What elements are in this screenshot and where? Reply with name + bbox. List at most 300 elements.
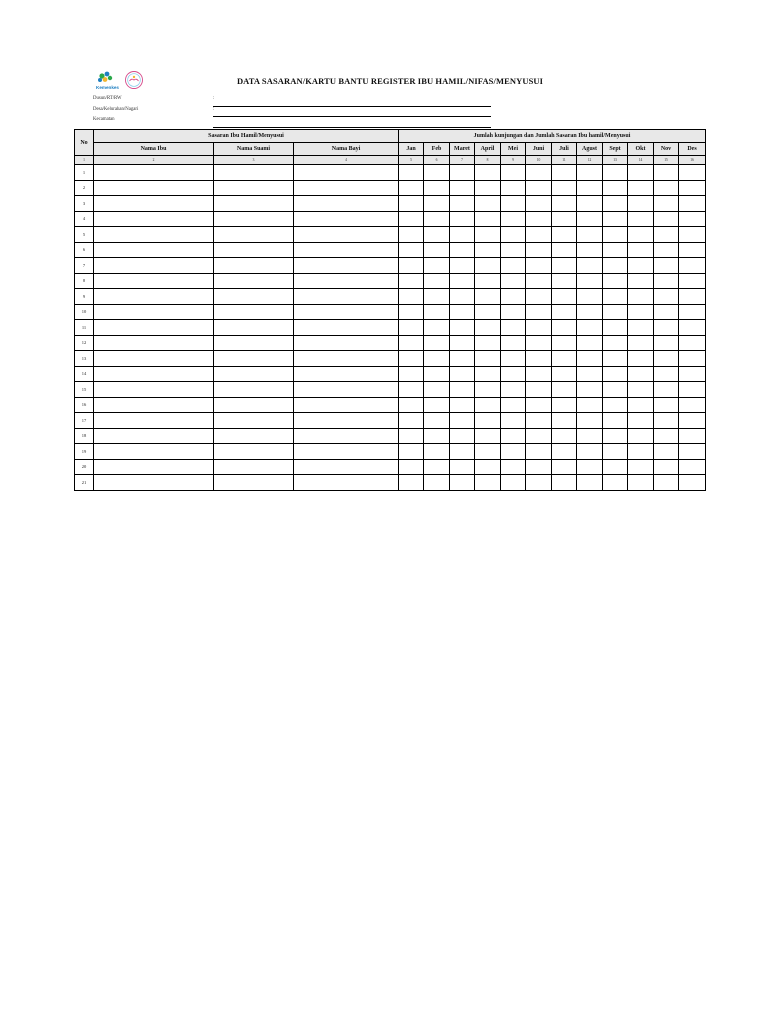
table-cell[interactable] (94, 320, 214, 336)
table-cell[interactable] (603, 165, 628, 181)
table-cell[interactable] (214, 211, 294, 227)
table-cell[interactable] (628, 180, 654, 196)
table-cell[interactable] (501, 165, 526, 181)
table-cell[interactable] (450, 165, 475, 181)
table-cell[interactable] (94, 366, 214, 382)
table-cell[interactable] (654, 475, 679, 491)
table-cell[interactable] (94, 413, 214, 429)
table-cell[interactable] (501, 382, 526, 398)
table-cell[interactable] (526, 444, 552, 460)
table-cell[interactable] (475, 258, 501, 274)
table-cell[interactable] (399, 382, 424, 398)
table-cell[interactable] (214, 351, 294, 367)
table-cell[interactable] (628, 444, 654, 460)
table-cell[interactable] (679, 382, 706, 398)
table-cell[interactable] (577, 320, 603, 336)
table-cell[interactable] (214, 227, 294, 243)
table-cell[interactable] (399, 428, 424, 444)
table-cell[interactable] (450, 196, 475, 212)
table-cell[interactable] (399, 335, 424, 351)
table-cell[interactable] (450, 335, 475, 351)
table-cell[interactable] (294, 335, 399, 351)
table-cell[interactable] (94, 227, 214, 243)
table-cell[interactable] (399, 320, 424, 336)
table-cell[interactable] (294, 165, 399, 181)
table-cell[interactable] (628, 335, 654, 351)
table-cell[interactable] (450, 459, 475, 475)
table-cell[interactable] (526, 459, 552, 475)
table-cell[interactable] (424, 366, 450, 382)
table-cell[interactable] (214, 304, 294, 320)
table-cell[interactable] (475, 382, 501, 398)
table-cell[interactable] (214, 382, 294, 398)
table-cell[interactable] (399, 196, 424, 212)
table-cell[interactable] (214, 444, 294, 460)
table-cell[interactable] (679, 304, 706, 320)
table-cell[interactable] (577, 335, 603, 351)
table-cell[interactable] (214, 165, 294, 181)
table-cell[interactable] (94, 335, 214, 351)
table-cell[interactable] (603, 258, 628, 274)
table-cell[interactable] (501, 444, 526, 460)
table-cell[interactable] (501, 180, 526, 196)
table-cell[interactable] (679, 351, 706, 367)
table-cell[interactable] (552, 242, 577, 258)
table-cell[interactable] (450, 304, 475, 320)
table-cell[interactable] (214, 289, 294, 305)
table-cell[interactable] (526, 304, 552, 320)
table-cell[interactable] (399, 366, 424, 382)
table-cell[interactable] (577, 397, 603, 413)
table-cell[interactable] (654, 273, 679, 289)
table-cell[interactable] (424, 165, 450, 181)
table-cell[interactable] (424, 335, 450, 351)
table-cell[interactable] (577, 382, 603, 398)
table-cell[interactable] (214, 413, 294, 429)
table-cell[interactable] (654, 320, 679, 336)
table-cell[interactable] (603, 366, 628, 382)
table-cell[interactable] (603, 320, 628, 336)
table-cell[interactable] (654, 180, 679, 196)
table-cell[interactable] (628, 475, 654, 491)
table-cell[interactable] (679, 227, 706, 243)
table-cell[interactable] (552, 335, 577, 351)
table-cell[interactable] (577, 211, 603, 227)
table-cell[interactable] (475, 459, 501, 475)
table-cell[interactable] (526, 475, 552, 491)
table-cell[interactable] (628, 304, 654, 320)
table-cell[interactable] (526, 397, 552, 413)
table-cell[interactable] (424, 304, 450, 320)
table-cell[interactable] (603, 397, 628, 413)
table-cell[interactable] (603, 351, 628, 367)
table-cell[interactable] (628, 366, 654, 382)
table-cell[interactable] (654, 366, 679, 382)
table-cell[interactable] (526, 227, 552, 243)
table-cell[interactable] (552, 320, 577, 336)
table-cell[interactable] (679, 397, 706, 413)
table-cell[interactable] (475, 211, 501, 227)
table-cell[interactable] (475, 196, 501, 212)
table-cell[interactable] (628, 413, 654, 429)
table-cell[interactable] (526, 366, 552, 382)
table-cell[interactable] (424, 273, 450, 289)
table-cell[interactable] (475, 165, 501, 181)
table-cell[interactable] (577, 180, 603, 196)
table-cell[interactable] (94, 459, 214, 475)
table-cell[interactable] (294, 475, 399, 491)
table-cell[interactable] (628, 382, 654, 398)
table-cell[interactable] (552, 196, 577, 212)
table-cell[interactable] (424, 475, 450, 491)
table-cell[interactable] (294, 444, 399, 460)
table-cell[interactable] (603, 382, 628, 398)
table-cell[interactable] (654, 165, 679, 181)
table-cell[interactable] (475, 242, 501, 258)
table-cell[interactable] (603, 304, 628, 320)
table-cell[interactable] (424, 289, 450, 305)
table-cell[interactable] (526, 382, 552, 398)
table-cell[interactable] (94, 428, 214, 444)
table-cell[interactable] (603, 211, 628, 227)
table-cell[interactable] (679, 273, 706, 289)
table-cell[interactable] (526, 289, 552, 305)
table-cell[interactable] (214, 258, 294, 274)
table-cell[interactable] (577, 366, 603, 382)
table-cell[interactable] (475, 273, 501, 289)
table-cell[interactable] (450, 444, 475, 460)
table-cell[interactable] (654, 258, 679, 274)
table-cell[interactable] (603, 227, 628, 243)
table-cell[interactable] (552, 397, 577, 413)
table-cell[interactable] (526, 351, 552, 367)
table-cell[interactable] (526, 242, 552, 258)
table-cell[interactable] (424, 211, 450, 227)
table-cell[interactable] (501, 211, 526, 227)
table-cell[interactable] (399, 227, 424, 243)
table-cell[interactable] (399, 397, 424, 413)
table-cell[interactable] (577, 227, 603, 243)
table-cell[interactable] (526, 413, 552, 429)
table-cell[interactable] (94, 211, 214, 227)
table-cell[interactable] (654, 242, 679, 258)
table-cell[interactable] (654, 227, 679, 243)
table-cell[interactable] (399, 475, 424, 491)
table-cell[interactable] (294, 273, 399, 289)
table-cell[interactable] (475, 180, 501, 196)
table-cell[interactable] (501, 242, 526, 258)
table-cell[interactable] (501, 227, 526, 243)
table-cell[interactable] (552, 413, 577, 429)
table-cell[interactable] (424, 397, 450, 413)
table-cell[interactable] (552, 211, 577, 227)
table-cell[interactable] (654, 459, 679, 475)
table-cell[interactable] (603, 289, 628, 305)
table-cell[interactable] (424, 413, 450, 429)
table-cell[interactable] (450, 258, 475, 274)
table-cell[interactable] (628, 397, 654, 413)
table-cell[interactable] (450, 242, 475, 258)
table-cell[interactable] (501, 475, 526, 491)
table-cell[interactable] (577, 258, 603, 274)
table-cell[interactable] (399, 459, 424, 475)
table-cell[interactable] (679, 258, 706, 274)
table-cell[interactable] (294, 258, 399, 274)
table-cell[interactable] (628, 165, 654, 181)
table-cell[interactable] (450, 428, 475, 444)
table-cell[interactable] (450, 366, 475, 382)
table-cell[interactable] (577, 165, 603, 181)
table-cell[interactable] (399, 242, 424, 258)
table-cell[interactable] (214, 242, 294, 258)
table-cell[interactable] (214, 459, 294, 475)
table-cell[interactable] (424, 258, 450, 274)
table-cell[interactable] (501, 459, 526, 475)
table-cell[interactable] (94, 180, 214, 196)
table-cell[interactable] (501, 304, 526, 320)
table-cell[interactable] (399, 273, 424, 289)
table-cell[interactable] (603, 413, 628, 429)
table-cell[interactable] (294, 382, 399, 398)
table-cell[interactable] (628, 211, 654, 227)
table-cell[interactable] (424, 196, 450, 212)
table-cell[interactable] (501, 428, 526, 444)
table-cell[interactable] (679, 242, 706, 258)
table-cell[interactable] (214, 366, 294, 382)
table-cell[interactable] (679, 428, 706, 444)
table-cell[interactable] (552, 180, 577, 196)
table-cell[interactable] (399, 304, 424, 320)
table-cell[interactable] (450, 351, 475, 367)
table-cell[interactable] (577, 475, 603, 491)
table-cell[interactable] (94, 444, 214, 460)
table-cell[interactable] (679, 180, 706, 196)
table-cell[interactable] (94, 475, 214, 491)
table-cell[interactable] (450, 320, 475, 336)
table-cell[interactable] (501, 320, 526, 336)
table-cell[interactable] (399, 180, 424, 196)
table-cell[interactable] (399, 289, 424, 305)
table-cell[interactable] (94, 382, 214, 398)
table-cell[interactable] (679, 335, 706, 351)
table-cell[interactable] (577, 289, 603, 305)
table-cell[interactable] (654, 382, 679, 398)
table-cell[interactable] (294, 459, 399, 475)
table-cell[interactable] (628, 320, 654, 336)
table-cell[interactable] (679, 289, 706, 305)
table-cell[interactable] (424, 227, 450, 243)
table-cell[interactable] (294, 397, 399, 413)
table-cell[interactable] (679, 444, 706, 460)
table-cell[interactable] (214, 475, 294, 491)
table-cell[interactable] (603, 475, 628, 491)
table-cell[interactable] (628, 273, 654, 289)
table-cell[interactable] (552, 273, 577, 289)
table-cell[interactable] (603, 180, 628, 196)
table-cell[interactable] (654, 397, 679, 413)
table-cell[interactable] (526, 211, 552, 227)
table-cell[interactable] (628, 258, 654, 274)
table-cell[interactable] (424, 459, 450, 475)
table-cell[interactable] (501, 196, 526, 212)
table-cell[interactable] (214, 180, 294, 196)
table-cell[interactable] (603, 273, 628, 289)
table-cell[interactable] (450, 397, 475, 413)
table-cell[interactable] (424, 382, 450, 398)
table-cell[interactable] (603, 196, 628, 212)
table-cell[interactable] (475, 475, 501, 491)
table-cell[interactable] (294, 351, 399, 367)
table-cell[interactable] (294, 289, 399, 305)
table-cell[interactable] (475, 366, 501, 382)
table-cell[interactable] (577, 273, 603, 289)
table-cell[interactable] (294, 180, 399, 196)
table-cell[interactable] (450, 382, 475, 398)
table-cell[interactable] (526, 335, 552, 351)
table-cell[interactable] (628, 242, 654, 258)
table-cell[interactable] (399, 444, 424, 460)
table-cell[interactable] (450, 211, 475, 227)
table-cell[interactable] (628, 459, 654, 475)
table-cell[interactable] (654, 428, 679, 444)
table-cell[interactable] (654, 444, 679, 460)
table-cell[interactable] (475, 304, 501, 320)
table-cell[interactable] (628, 289, 654, 305)
table-cell[interactable] (501, 351, 526, 367)
table-cell[interactable] (552, 444, 577, 460)
table-cell[interactable] (552, 366, 577, 382)
table-cell[interactable] (294, 227, 399, 243)
table-cell[interactable] (294, 242, 399, 258)
table-cell[interactable] (552, 382, 577, 398)
table-cell[interactable] (577, 428, 603, 444)
table-cell[interactable] (526, 258, 552, 274)
table-cell[interactable] (526, 196, 552, 212)
table-cell[interactable] (552, 258, 577, 274)
table-cell[interactable] (214, 320, 294, 336)
table-cell[interactable] (679, 366, 706, 382)
table-cell[interactable] (501, 273, 526, 289)
table-cell[interactable] (654, 413, 679, 429)
table-cell[interactable] (94, 273, 214, 289)
table-cell[interactable] (294, 320, 399, 336)
table-cell[interactable] (94, 351, 214, 367)
table-cell[interactable] (94, 258, 214, 274)
table-cell[interactable] (399, 351, 424, 367)
table-cell[interactable] (679, 211, 706, 227)
table-cell[interactable] (577, 444, 603, 460)
table-cell[interactable] (526, 273, 552, 289)
table-cell[interactable] (577, 413, 603, 429)
table-cell[interactable] (603, 428, 628, 444)
table-cell[interactable] (450, 413, 475, 429)
table-cell[interactable] (294, 304, 399, 320)
table-cell[interactable] (94, 196, 214, 212)
table-cell[interactable] (628, 196, 654, 212)
table-cell[interactable] (399, 165, 424, 181)
table-cell[interactable] (577, 304, 603, 320)
table-cell[interactable] (654, 335, 679, 351)
table-cell[interactable] (450, 180, 475, 196)
table-cell[interactable] (501, 397, 526, 413)
table-cell[interactable] (294, 428, 399, 444)
table-cell[interactable] (399, 211, 424, 227)
table-cell[interactable] (577, 242, 603, 258)
table-cell[interactable] (475, 320, 501, 336)
table-cell[interactable] (654, 351, 679, 367)
table-cell[interactable] (552, 428, 577, 444)
table-cell[interactable] (679, 459, 706, 475)
table-cell[interactable] (552, 351, 577, 367)
table-cell[interactable] (552, 459, 577, 475)
table-cell[interactable] (424, 242, 450, 258)
table-cell[interactable] (450, 289, 475, 305)
table-cell[interactable] (679, 196, 706, 212)
table-cell[interactable] (577, 459, 603, 475)
table-cell[interactable] (424, 428, 450, 444)
table-cell[interactable] (475, 444, 501, 460)
table-cell[interactable] (628, 351, 654, 367)
table-cell[interactable] (679, 165, 706, 181)
table-cell[interactable] (679, 320, 706, 336)
table-cell[interactable] (475, 397, 501, 413)
table-cell[interactable] (603, 444, 628, 460)
table-cell[interactable] (654, 211, 679, 227)
table-cell[interactable] (526, 428, 552, 444)
table-cell[interactable] (654, 304, 679, 320)
table-cell[interactable] (628, 227, 654, 243)
table-cell[interactable] (450, 475, 475, 491)
table-cell[interactable] (526, 165, 552, 181)
table-cell[interactable] (450, 273, 475, 289)
table-cell[interactable] (424, 320, 450, 336)
table-cell[interactable] (94, 397, 214, 413)
table-cell[interactable] (552, 289, 577, 305)
table-cell[interactable] (214, 196, 294, 212)
table-cell[interactable] (214, 397, 294, 413)
table-cell[interactable] (552, 304, 577, 320)
table-cell[interactable] (501, 289, 526, 305)
table-cell[interactable] (603, 459, 628, 475)
table-cell[interactable] (214, 428, 294, 444)
table-cell[interactable] (475, 289, 501, 305)
table-cell[interactable] (214, 273, 294, 289)
table-cell[interactable] (399, 413, 424, 429)
table-cell[interactable] (501, 366, 526, 382)
table-cell[interactable] (628, 428, 654, 444)
table-cell[interactable] (294, 211, 399, 227)
table-cell[interactable] (94, 242, 214, 258)
table-cell[interactable] (475, 413, 501, 429)
table-cell[interactable] (501, 258, 526, 274)
table-cell[interactable] (424, 180, 450, 196)
table-cell[interactable] (424, 351, 450, 367)
table-cell[interactable] (577, 351, 603, 367)
table-cell[interactable] (654, 196, 679, 212)
table-cell[interactable] (294, 366, 399, 382)
table-cell[interactable] (654, 289, 679, 305)
table-cell[interactable] (552, 165, 577, 181)
table-cell[interactable] (424, 444, 450, 460)
table-cell[interactable] (475, 227, 501, 243)
table-cell[interactable] (552, 475, 577, 491)
table-cell[interactable] (501, 413, 526, 429)
table-cell[interactable] (679, 413, 706, 429)
table-cell[interactable] (214, 335, 294, 351)
table-cell[interactable] (577, 196, 603, 212)
table-cell[interactable] (399, 258, 424, 274)
table-cell[interactable] (603, 335, 628, 351)
